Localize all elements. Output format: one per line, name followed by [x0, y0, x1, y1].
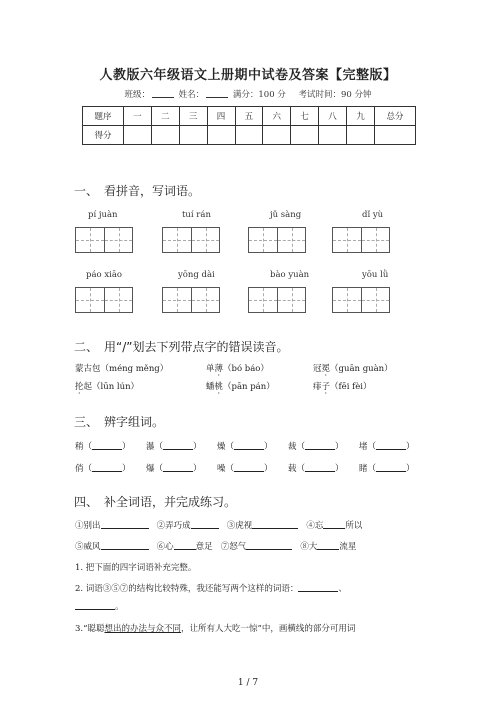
score-input[interactable] [235, 126, 263, 145]
question-3: 3.“聪聪想出的办法与众不同，让所有人大吃一惊”中，画横线的部分可用词 [75, 624, 356, 634]
score-table [82, 106, 416, 145]
reading-item[interactable]: 抡起（lūn lún） [75, 382, 140, 392]
pinyin-label: pí juàn [88, 210, 118, 220]
score-cell: 八 [319, 107, 347, 126]
info-line [0, 88, 496, 100]
question-2-continued[interactable]: 。 [75, 600, 124, 612]
score-input[interactable] [151, 126, 179, 145]
score-cell: 六 [263, 107, 291, 126]
pinyin-label: yōu lǜ [362, 270, 389, 280]
reading-item[interactable]: 蟠桃（pān pán） [206, 382, 275, 392]
score-input[interactable] [179, 126, 207, 145]
score-input[interactable] [263, 126, 291, 145]
score-value-row [83, 126, 416, 145]
score-cell: 九 [347, 107, 375, 126]
pinyin-label: bào yuàn [270, 270, 310, 280]
score-cell: 得分 [83, 126, 124, 145]
score-input[interactable] [347, 126, 375, 145]
word-item[interactable]: 燥（ ） [217, 442, 273, 452]
reading-item[interactable]: 冠冕（guān guàn） [313, 364, 393, 374]
question-2[interactable]: 2. 词语③⑤⑦的结构比较特殊，我还能写两个这样的词语： 、 [75, 584, 347, 594]
class-label: 班级： [124, 90, 150, 100]
word-item[interactable]: 堵（ ） [359, 442, 415, 452]
writing-grid[interactable] [248, 227, 306, 253]
pinyin-label: dǐ yù [362, 210, 384, 220]
score-cell: 三 [179, 107, 207, 126]
page-title: 人教版六年级语文上册期中试卷及答案【完整版】 [99, 68, 397, 83]
word-item[interactable]: 瀑（ ） [146, 442, 202, 452]
score-input[interactable] [291, 126, 319, 145]
idiom-row[interactable]: ⑤威风 ⑥心 意足 ⑦怒气 ⑧大 流星 [75, 542, 357, 552]
word-item[interactable]: 爆（ ） [146, 464, 202, 474]
reading-item[interactable]: 单薄（bó báo） [206, 364, 269, 374]
pinyin-label: jǔ sàng [270, 210, 302, 220]
class-blank[interactable] [152, 89, 174, 98]
reading-item[interactable]: 蒙古包（méng měng） [75, 364, 169, 374]
name-label: 姓名： [178, 90, 205, 100]
writing-grid[interactable] [162, 227, 220, 253]
writing-grid[interactable] [332, 227, 390, 253]
word-item[interactable]: 载（ ） [288, 464, 344, 474]
page-number: 1 / 7 [237, 678, 259, 688]
writing-grid[interactable] [75, 287, 133, 313]
section-4-heading: 四、 补全词语，并完成练习。 [74, 495, 237, 509]
score-cell: 总分 [375, 107, 416, 126]
score-cell: 七 [291, 107, 319, 126]
writing-grid[interactable] [248, 287, 306, 313]
writing-grid[interactable] [75, 227, 133, 253]
idiom-row[interactable]: ①别出 ②弄巧成 ③虎视 ④忘 所以 [75, 521, 363, 531]
score-input[interactable] [319, 126, 347, 145]
score-cell: 一 [124, 107, 152, 126]
score-input[interactable] [207, 126, 235, 145]
writing-grid[interactable] [332, 287, 390, 313]
word-item[interactable]: 睹（ ） [359, 464, 415, 474]
reading-item[interactable]: 痱子（fēi fèi） [313, 382, 372, 392]
pinyin-label: tuí rán [182, 210, 211, 220]
word-item[interactable]: 噪（ ） [217, 464, 273, 474]
pinyin-label: yōng dài [178, 270, 215, 280]
score-cell: 四 [207, 107, 235, 126]
pinyin-label: páo xiāo [86, 270, 123, 280]
section-2-heading: 二、 用“/”划去下列带点字的错误读音。 [74, 340, 289, 354]
score-cell: 五 [235, 107, 263, 126]
score-header-row [83, 107, 416, 126]
score-cell: 题序 [83, 107, 124, 126]
question-1: 1. 把下面的四字词语补充完整。 [75, 563, 197, 573]
word-item[interactable]: 裁（ ） [288, 442, 344, 452]
word-item[interactable]: 稍（ ） [75, 442, 131, 452]
score-input[interactable] [124, 126, 152, 145]
name-blank[interactable] [206, 89, 228, 98]
score-label: 满分：100 分 [232, 90, 286, 100]
section-1-heading: 一、 看拼音，写词语。 [74, 184, 201, 198]
word-item[interactable]: 俏（ ） [75, 464, 131, 474]
score-input[interactable] [375, 126, 416, 145]
time-label: 考试时间：90 分钟 [298, 90, 372, 100]
writing-grid[interactable] [162, 287, 220, 313]
section-3-heading: 三、 辨字组词。 [74, 415, 165, 429]
score-cell: 二 [151, 107, 179, 126]
